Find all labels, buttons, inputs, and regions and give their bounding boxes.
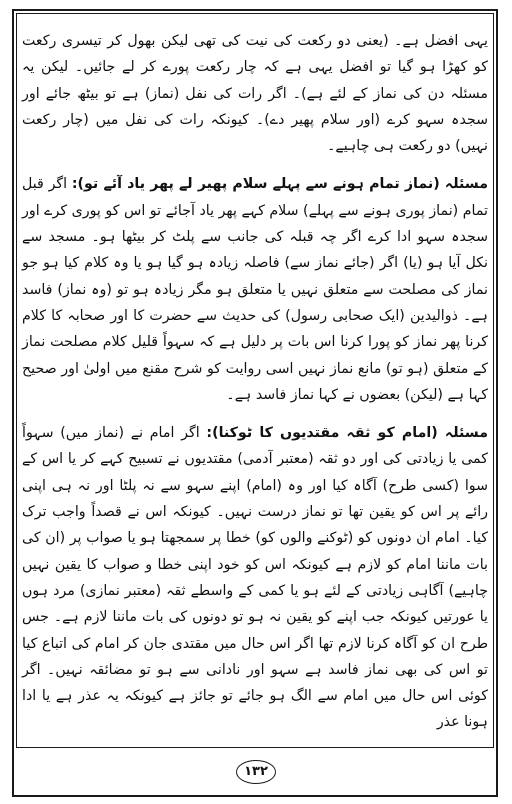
paragraph-text: یہی افضل ہے۔ (یعنی دو رکعت کی نیت کی تھی لیکن بھول کر تیسری رکعت کو کھڑا ہو گیا تو افضل یہی ہے کہ چار رکعت پورے کر لے جائیں۔ لیکن یہ مسئلہ دن کی نماز کے لئے ہے)۔ اگر رات کی نفل (نماز) ہے تو بیٹھ جائے اور سجدہ سہو کرے (اور سلام پھیر دے)۔ کیونکہ رات کی نفل میں (چار رکعت نہیں) دو رکعت ہی چاہیے۔: [22, 33, 488, 155]
paragraph-text: اگر قبل تمام (نماز پوری ہونے سے پہلے) سلام کہے پھر یاد آجائے تو اس کو پوری کرے اور سجدہ سہو ادا کرے اگر چہ قبلہ کی جانب سے پلٹ کر بیٹھا ہو۔ مسجد سے نکل آیا ہو (یا) اگر (جائے نماز سے) فاصلہ زیادہ ہو گیا ہو یا وہ کلام کیا ہو جو نماز کی مصلحت سے متعلق نہیں یا متعلق ہو مگر زیادہ ہو تو (وہ نماز) فاسد ہے۔ ذوالیدین (ایک صحابی رسول) کی حدیث سے حضرت کا اور صحابہ کا کلام کرنا پھر نماز کو پورا کرنا اس بات پر دلیل ہے کہ سہواً قلیل کلام مصلحت نماز کے متعلق (ہو تو) مانع نماز نہیں اسی روایت کو شرح مقنع میں اولیٰ اور صحیح کہا ہے (لیکن) بعضوں نے کہا نماز فاسد ہے۔: [22, 176, 488, 403]
paragraph-text: اگر امام نے (نماز میں) سہواً کمی یا زیادتی کی اور دو ثقہ (معتبر آدمی) مقتدیوں نے تسبیح کہے کر یا اس کے سوا (کسی طرح) آگاہ کیا اور وہ (امام) اپنے سہو سے نہ پلٹا اور نہ ہی اپنی رائے پر اس کو یقین تھا تو نماز درست نہیں۔ کیونکہ اس نے قصداً واجب ترک کیا۔ امام ان دونوں کو (ٹوکنے والوں کو) خطا پر سمجھتا ہو یا صواب پر (ان کی بات ماننا امام کو لازم ہے کیونکہ اس کو خود اپنی خطا و صواب کا یقین نہیں چاہیے) آگاہی زیادتی کے لئے ہو یا کمی کے واسطے ثقہ (معتبر نمازی) مرد ہوں یا عورتیں کیونکہ جب اپنے کو یقین نہ ہو تو دونوں کی بات ماننا لازم ہے۔ جس طرح ان کو آگاہ کرنا لازم تھا اگر اس حال میں مقتدی جان کر امام کی اتباع کیا تو اس کی بھی نماز فاسد ہے سہو اور نادانی سے ہو تو مضائقہ نہیں۔ اگر کوئی اس حال میں امام سے الگ ہو جائے تو جائز ہے کیونکہ یہ عذر ہے یا ادا ہونا عذر: [22, 425, 488, 731]
page-body: [22, 28, 488, 736]
page-number: ۱۳۲: [236, 760, 276, 784]
paragraph-heading: مسئلہ (نماز تمام ہونے سے پہلے سلام پھیر لے پھر یاد آئے تو):: [71, 176, 488, 193]
paragraph-imam-correction: [22, 420, 488, 736]
paragraph-heading: مسئلہ (امام کو ثقہ مقتدیوں کا ٹوکنا):: [206, 425, 489, 442]
paragraph-salam-before-completion: [22, 171, 488, 408]
paragraph-intro: [22, 28, 488, 159]
